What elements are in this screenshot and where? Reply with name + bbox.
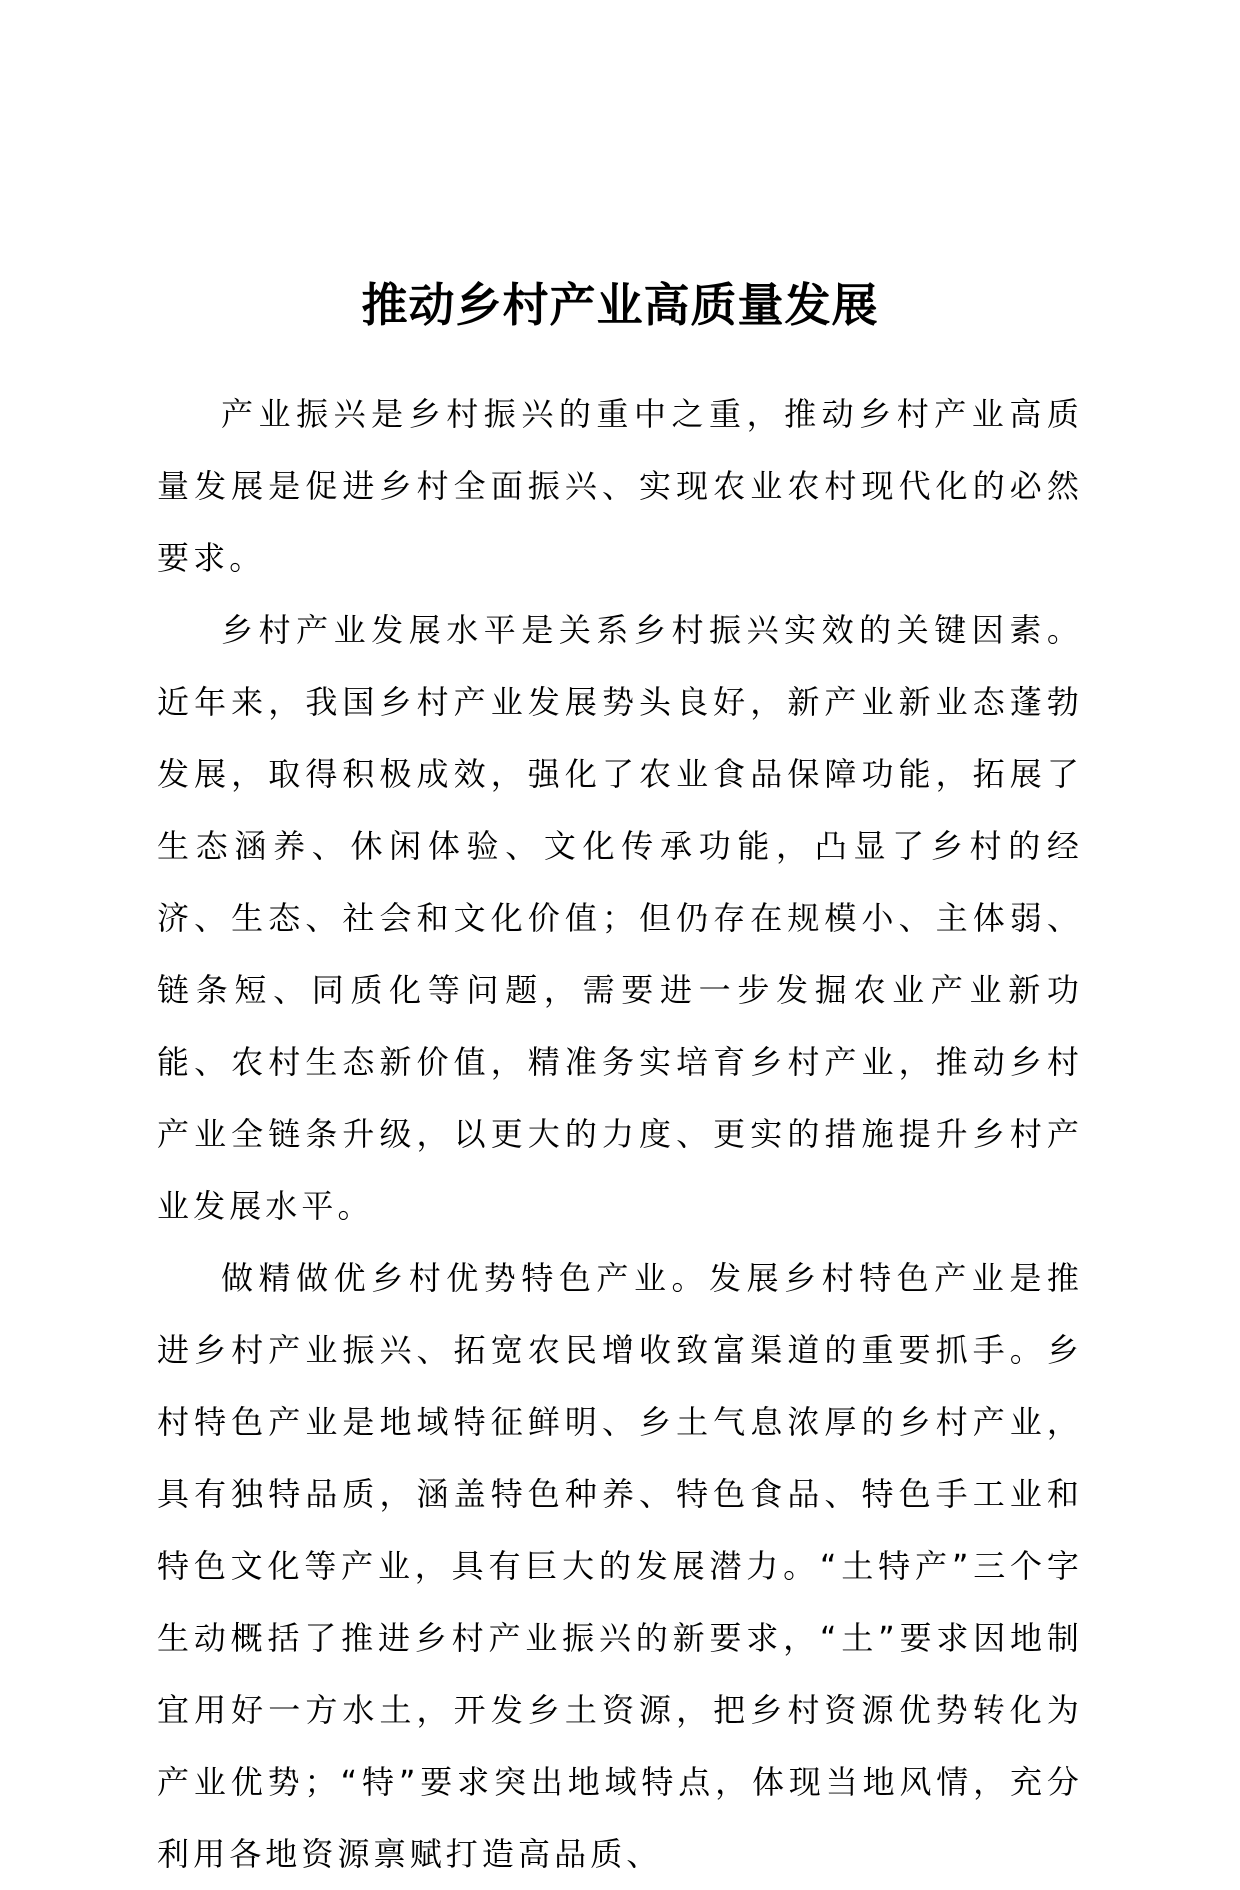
document-body (157, 378, 1083, 1890)
paragraph-intro: 产业振兴是乡村振兴的重中之重，推动乡村产业高质量发展是促进乡村全面振兴、实现农业农村现代化的必然要求。 (157, 395, 1083, 577)
paragraph-specialty-industries: 做精做优乡村优势特色产业。发展乡村特色产业是推进乡村产业振兴、拓宽农民增收致富渠道的重要抓手。乡村特色产业是地域特征鲜明、乡土气息浓厚的乡村产业，具有独特品质，涵盖特色种养、特色食品、特色手工业和特色文化等产业，具有巨大的发展潜力。“土特产”三个字生动概括了推进乡村产业振兴的新要求，“土”要求因地制宜用好一方水土，开发乡土资源，把乡村资源优势转化为产业优势；“特”要求突出地域特点，体现当地风情，充分利用各地资源禀赋打造高品质、 (157, 1259, 1083, 1873)
document-title: 推动乡村产业高质量发展 (361, 277, 879, 332)
paragraph-development-level: 乡村产业发展水平是关系乡村振兴实效的关键因素。近年来，我国乡村产业发展势头良好，新产业新业态蓬勃发展，取得积极成效，强化了农业食品保障功能，拓展了生态涵养、休闲体验、文化传承功能，凸显了乡村的经济、生态、社会和文化价值；但仍存在规模小、主体弱、链条短、同质化等问题，需要进一步发掘农业产业新功能、农村生态新价值，精准务实培育乡村产业，推动乡村产业全链条升级，以更大的力度、更实的措施提升乡村产业发展水平。 (157, 611, 1083, 1225)
